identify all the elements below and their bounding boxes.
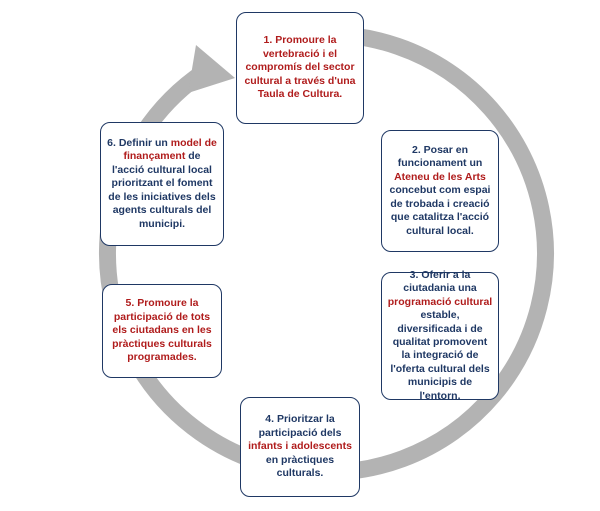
cycle-node-3-part-1: 3. Oferir a la ciutadania una bbox=[403, 268, 477, 295]
cycle-node-4-label bbox=[246, 413, 354, 480]
cycle-node-4-part-2: en pràctiques culturals. bbox=[265, 453, 335, 480]
cycle-node-2-part-1: 2. Posar en funcionament un bbox=[397, 143, 483, 170]
cycle-node-3-part-2: estable, diversificada i de qualitat promovent la integració de l'oferta cultural dels municipis de l'entorn. bbox=[390, 309, 490, 402]
cycle-node-2-part-2: concebut com espai de trobada i creació que catalitza l'acció cultural local. bbox=[389, 184, 491, 237]
cycle-node-1-label: 1. Promoure la vertebració i el compromís del sector cultural a través d'una Taula de Cultura. bbox=[244, 34, 356, 101]
cycle-node-5 bbox=[102, 284, 222, 378]
cycle-node-4-highlight: infants i adolescents bbox=[248, 440, 352, 453]
cycle-node-3 bbox=[381, 268, 499, 402]
ring-arrow-head bbox=[188, 45, 235, 93]
cycle-node-2 bbox=[381, 130, 499, 252]
cycle-node-6-part-1: 6. Definir un bbox=[107, 136, 171, 149]
cycle-node-1 bbox=[236, 12, 364, 124]
cycle-node-2-highlight: Ateneu de les Arts bbox=[394, 170, 486, 183]
cycle-node-3-highlight: programació cultural bbox=[387, 295, 493, 308]
cycle-node-6 bbox=[100, 122, 224, 246]
cycle-node-4 bbox=[240, 397, 360, 497]
cycle-node-6-highlight: model de finançament bbox=[123, 136, 217, 163]
cycle-node-6-label bbox=[106, 137, 218, 231]
cycle-node-3-label bbox=[387, 269, 493, 403]
cycle-node-6-part-2: de l'acció cultural local prioritzant el foment de les iniciatives dels agents culturals del municipi. bbox=[108, 150, 216, 230]
cycle-node-4-part-1: 4. Prioritzar la participació dels bbox=[258, 413, 342, 439]
cycle-node-2-label bbox=[387, 144, 493, 238]
cycle-node-5-label: 5. Promoure la participació de tots els ciutadans en les pràctiques culturals programades. bbox=[112, 297, 212, 364]
